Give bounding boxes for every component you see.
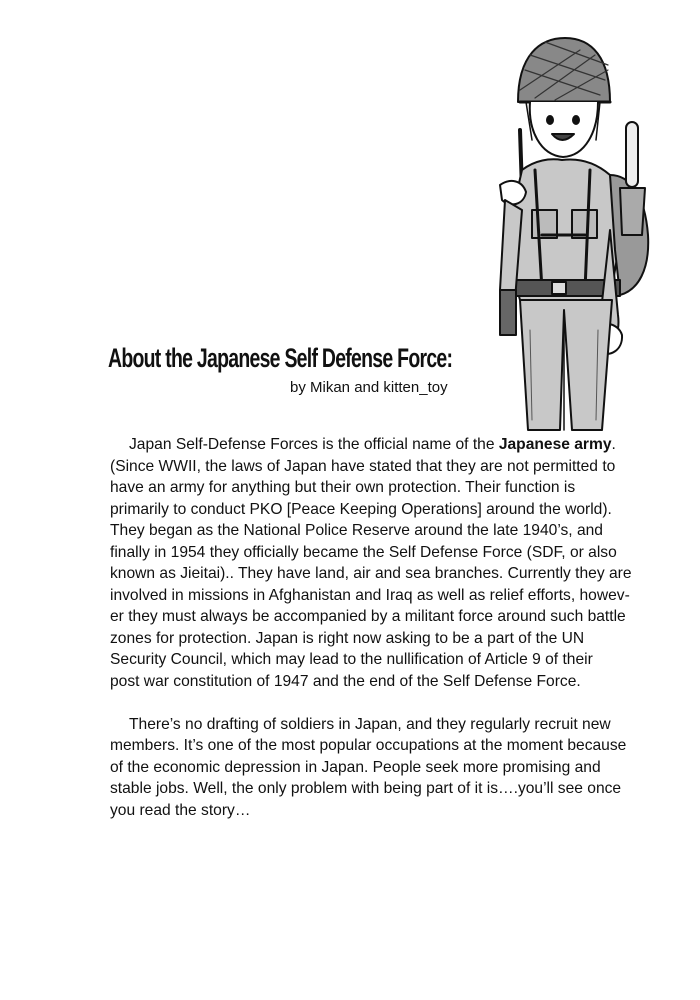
paragraph-2-line: you read the story… [110, 801, 251, 819]
article-body [110, 434, 640, 843]
paragraph-1 [110, 434, 640, 692]
paragraph-1-line-1: Japan Self-Defense Forces is the official name of the Japanese army. [129, 436, 616, 453]
paragraph-1-line: er they must always be accompanied by a militant force around such battle [110, 608, 626, 625]
torso [505, 159, 620, 300]
paragraph-1-line: involved in missions in Afghanistan and Iraq as well as relief efforts, howev- [110, 586, 630, 604]
helmet [518, 38, 610, 102]
article-byline: by Mikan and kitten_toy [290, 379, 448, 396]
paragraph-2 [110, 714, 640, 822]
article-title: About the Japanese Self Defense Force: [108, 343, 453, 373]
legs [520, 300, 612, 430]
paragraph-2-line: There’s no drafting of soldiers in Japan, and they regularly recruit new [129, 715, 611, 733]
paragraph-1-line: zones for protection. Japan is right now asking to be a part of the UN [110, 629, 585, 647]
paragraph-1-line: They began as the National Police Reserve around the late 1940’s, and [110, 522, 603, 539]
face [530, 102, 598, 157]
paragraph-1-line: Security Council, which may lead to the nullification of Article 9 of their [110, 651, 593, 668]
paragraph-1-line: finally in 1954 they officially became the Self Defense Force (SDF, or also [110, 543, 617, 561]
paragraph-1-line: have an army for anything but their own protection. Their function is [110, 479, 576, 496]
soldier-illustration [460, 10, 660, 440]
japanese-army-emphasis: Japanese army [498, 436, 612, 453]
paragraph-1-line: primarily to conduct PKO [Peace Keeping Operations] around the world). [110, 500, 612, 518]
paragraph-2-line: of the economic depression in Japan. People seek more promising and [110, 758, 601, 776]
paragraph-2-line: stable jobs. Well, the only problem with being part of it is….you’ll see once [110, 780, 622, 797]
paragraph-1-line: post war constitution of 1947 and the end of the Self Defense Force. [110, 672, 581, 690]
paragraph-2-line: members. It’s one of the most popular occupations at the moment because [110, 737, 627, 754]
paragraph-1-line: known as Jieitai).. They have land, air and sea branches. Currently they are [110, 565, 632, 582]
paragraph-1-line: (Since WWII, the laws of Japan have stated that they are not permitted to [110, 457, 616, 475]
